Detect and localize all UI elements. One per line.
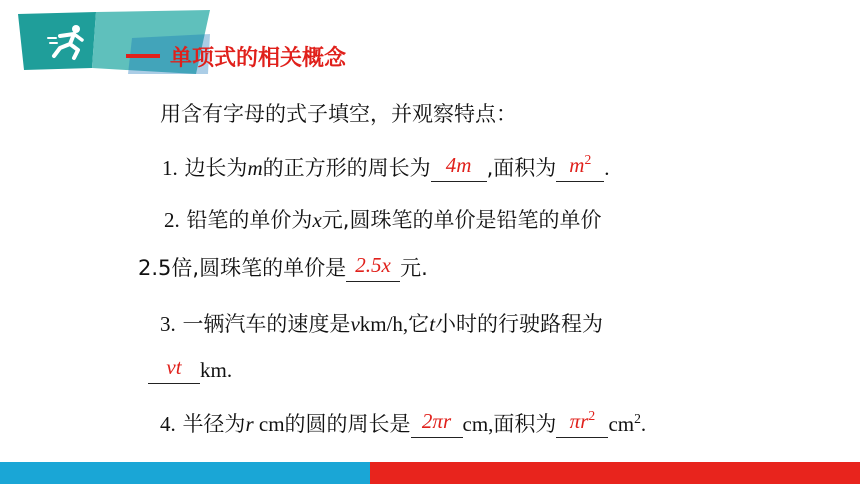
q4-text-1: 半径为 [182, 412, 246, 436]
q4-text-5: . [640, 412, 647, 436]
q4-answer-2-exp: 2 [588, 408, 596, 423]
q1-blank-1 [431, 153, 487, 182]
q3-text-2: km/h,它 [359, 312, 430, 336]
footer-bar-red [370, 462, 860, 484]
q4-text-2: cm的圆的周长是 [253, 412, 411, 436]
q3-blank [148, 355, 200, 384]
q3-answer: vt [166, 355, 182, 379]
q1-text-2: 的正方形的周长为 [262, 156, 431, 180]
q4-unit: cm [608, 412, 635, 436]
q1-text-1: 边长为 [184, 156, 248, 180]
q2-text-4: 元. [400, 256, 428, 280]
q3-variable-t: t [429, 312, 436, 336]
q1-answer-1: 4m [445, 153, 472, 177]
question-4 [160, 408, 646, 438]
question-2-line-1 [164, 204, 601, 234]
q1-text-3: ,面积为 [486, 156, 557, 180]
q2-text-3: 2.5倍,圆珠笔的单价是 [138, 256, 347, 280]
q4-variable: r [245, 412, 254, 436]
runner-icon [40, 18, 96, 66]
q4-answer-2 [570, 409, 596, 433]
q2-blank [346, 253, 400, 282]
q2-answer: 2.5x [355, 253, 391, 277]
question-2-line-2 [138, 252, 428, 282]
q1-answer-2 [569, 153, 591, 177]
q1-answer-2-base: m [569, 153, 585, 177]
question-1 [162, 152, 610, 182]
q3-variable-v: v [350, 312, 360, 336]
q2-text-2: 元,圆珠笔的单价是铅笔的单价 [321, 208, 602, 232]
title-dash [126, 54, 160, 58]
intro-text: 用含有字母的式子填空，并观察特点： [160, 102, 517, 126]
q1-text-4: . [604, 156, 610, 180]
q1-number: 1. [162, 156, 178, 180]
footer-bar-blue [0, 462, 370, 484]
q3-number: 3. [160, 312, 176, 336]
q1-answer-2-exp: 2 [584, 152, 592, 167]
q4-blank-1 [411, 409, 463, 438]
q3-text-4: km. [200, 358, 233, 382]
q2-variable: x [312, 208, 322, 232]
section-title-text: 单项式的相关概念 [170, 45, 347, 71]
q1-blank-2 [556, 152, 604, 182]
q4-number: 4. [160, 412, 176, 436]
q4-blank-2 [556, 408, 608, 438]
q4-answer-2-base: πr [569, 409, 589, 433]
question-3-line-2 [148, 355, 233, 384]
q3-text-3: 小时的行驶路程为 [435, 312, 604, 336]
q2-text-1: 铅笔的单价为 [186, 208, 313, 232]
footer-bar [0, 462, 860, 484]
q2-number: 2. [164, 208, 180, 232]
q3-text-1: 一辆汽车的速度是 [182, 312, 351, 336]
section-heading [126, 38, 346, 74]
question-3-line-1 [160, 308, 603, 338]
q1-variable: m [247, 156, 263, 180]
q4-answer-1: 2πr [421, 409, 452, 433]
q4-text-3: cm,面积为 [462, 412, 557, 436]
q4-unit-exp: 2 [634, 411, 641, 426]
